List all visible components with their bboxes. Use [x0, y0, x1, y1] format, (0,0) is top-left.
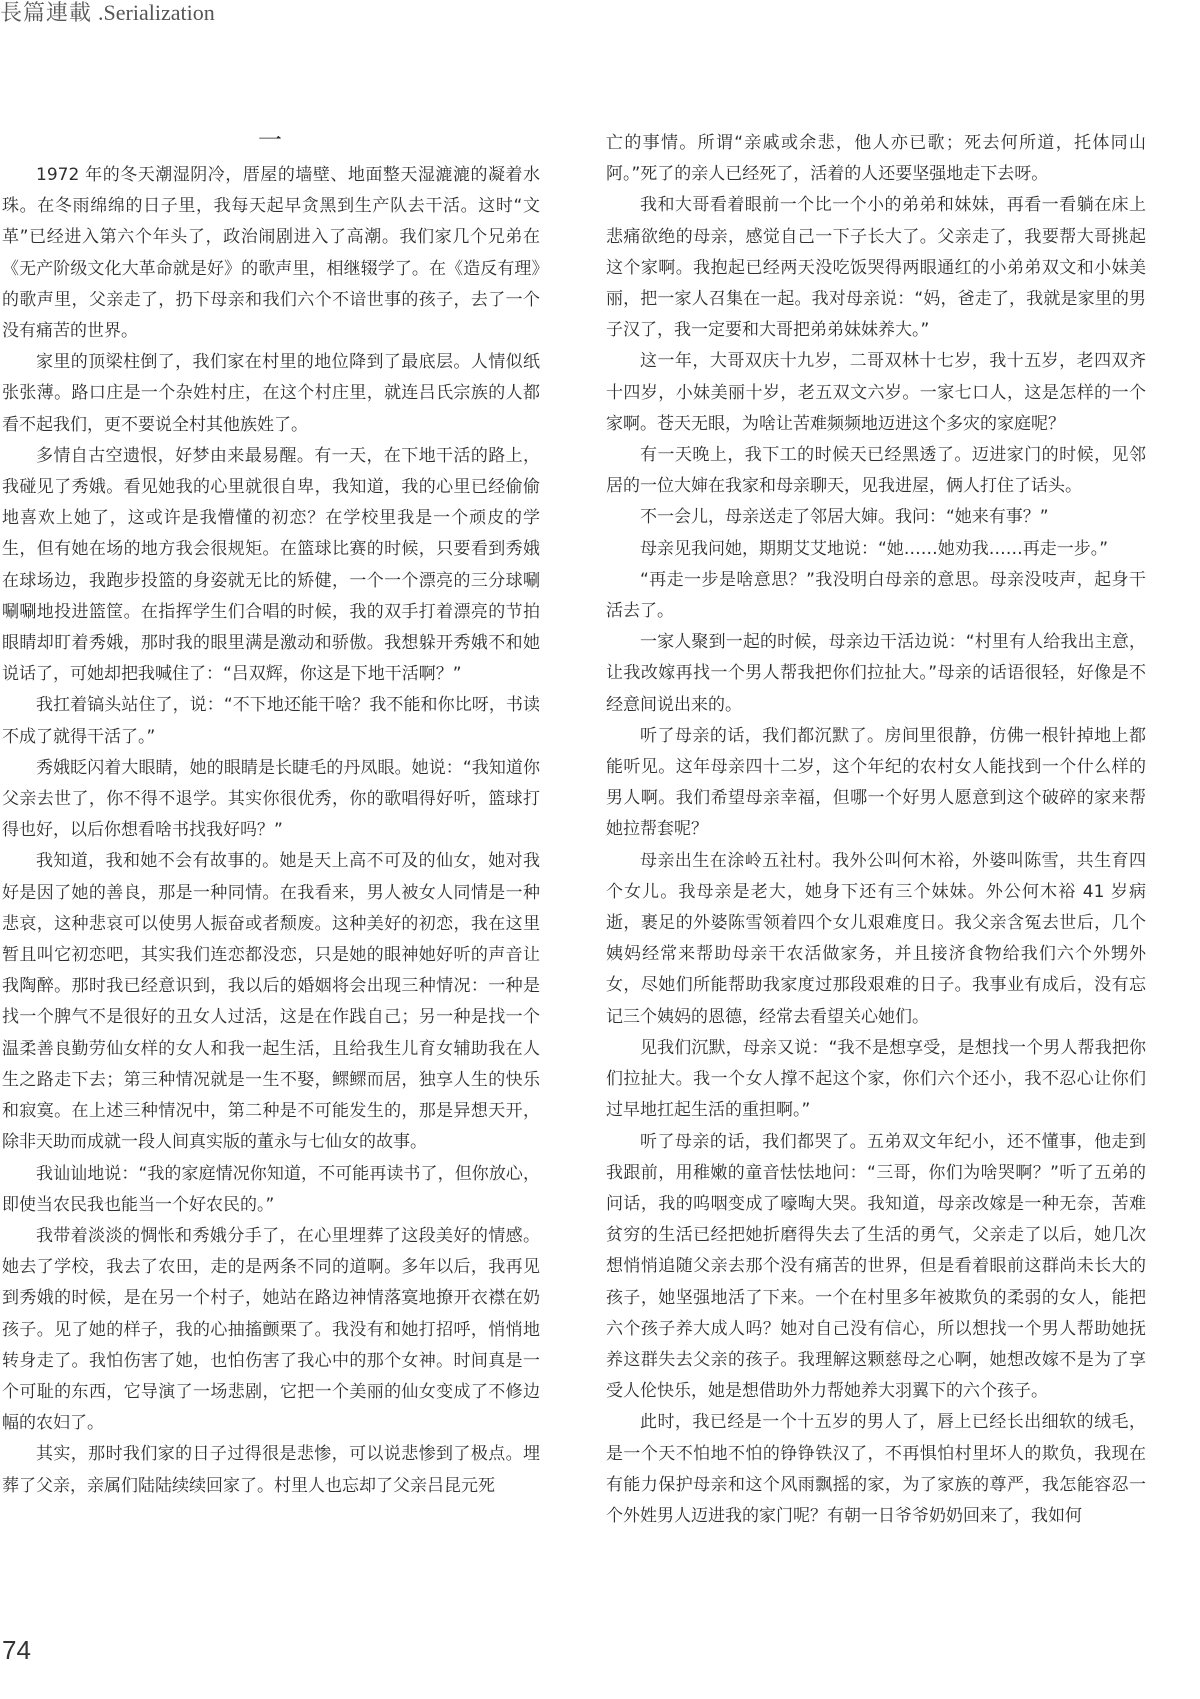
- paragraph-continued: 亡的事情。所谓“亲戚或余悲，他人亦已歌；死去何所道，托体同山阿。”死了的亲人已经死了，活着的人还要坚强地走下去呀。: [606, 133, 1146, 185]
- paragraph: 听了母亲的话，我们都沉默了。房间里很静，仿佛一根针掉地上都能听见。这年母亲四十二岁，这个年纪的农村女人能找到一个什么样的男人啊。我们希望母亲幸福，但哪一个好男人愿意到这个破碎的家来帮她拉帮套呢？: [606, 725, 1146, 840]
- page-number: 74: [2, 1635, 31, 1665]
- paragraph: 有一天晚上，我下工的时候天已经黑透了。迈进家门的时候，见邻居的一位大婶在我家和母亲聊天，见我进屋，俩人打住了话头。: [606, 445, 1146, 497]
- paragraph: 其实，那时我们家的日子过得很是悲惨，可以说悲惨到了极点。埋葬了父亲，亲属们陆陆续续回家了。村里人也忘却了父亲吕昆元死: [2, 1444, 540, 1496]
- paragraph: 母亲见我问她，期期艾艾地说：“她……她劝我……再走一步。”: [640, 538, 1109, 559]
- paragraph: 我讪讪地说：“我的家庭情况你知道，不可能再读书了，但你放心，即使当农民我也能当一个好农民的。”: [2, 1163, 540, 1215]
- paragraph: 我扛着镐头站住了，说：“不下地还能干啥？我不能和你比呀，书读不成了就得干活了。”: [2, 695, 540, 747]
- paragraph: 听了母亲的话，我们都哭了。五弟双文年纪小，还不懂事，他走到我跟前，用稚嫩的童音怯怯地问：“三哥，你们为啥哭啊？”听了五弟的问话，我的呜咽变成了嚎啕大哭。我知道，母亲改嫁是一种无奈，苦难贫穷的生活已经把她折磨得失去了生活的勇气，父亲走了以后，她几次想悄悄追随父亲去那个没有痛苦的世界，但是看着眼前这群尚未长大的孩子，她坚强地活了下来。一个在村里多年被欺负的柔弱的女人，能把六个孩子养大成人吗？她对自己没有信心，所以想找一个男人帮助她抚养这群失去父亲的孩子。我理解这颗慈母之心啊，她想改嫁不是为了享受人伦快乐，她是想借助外力帮她养大羽翼下的六个孩子。: [606, 1131, 1146, 1402]
- paragraph: 我和大哥看着眼前一个比一个小的弟弟和妹妹，再看一看躺在床上悲痛欲绝的母亲，感觉自己一下子长大了。父亲走了，我要帮大哥挑起这个家啊。我抱起已经两天没吃饭哭得两眼通红的小弟弟双文和小妹美丽，把一家人召集在一起。我对母亲说：“妈，爸走了，我就是家里的男子汉了，我一定要和大哥把弟弟妹妹养大。”: [606, 195, 1146, 341]
- section-number: 一: [258, 126, 282, 154]
- paragraph: 母亲出生在涂岭五社村。我外公叫何木裕，外婆叫陈雪，共生育四个女儿。我母亲是老大，她身下还有三个妹妹。外公何木裕 41 岁病逝，裹足的外婆陈雪领着四个女儿艰难度日。我父亲含冤去世后，几个姨妈经常来帮助母亲干农活做家务，并且接济食物给我们六个外甥外女，尽她们所能帮助我家度过那段艰难的日子。我事业有成后，没有忘记三个姨妈的恩德，经常去看望关心她们。: [606, 850, 1146, 1027]
- left-column: [2, 160, 540, 1502]
- running-header: [0, 0, 215, 27]
- paragraph: 多情自古空遗恨，好梦由来最易醒。有一天，在下地干活的路上，我碰见了秀娥。看见她我的心里就很自卑，我知道，我的心里已经偷偷地喜欢上她了，这或许是我懵懂的初恋？在学校里我是一个顽皮的学生，但有她在场的地方我会很规矩。在篮球比赛的时候，只要看到秀娥在球场边，我跑步投篮的身姿就无比的矫健，一个一个漂亮的三分球唰唰唰地投进篮筐。在指挥学生们合唱的时候，我的双手打着漂亮的节拍眼睛却盯着秀娥，那时我的眼里满是激动和骄傲。我想躲开秀娥不和她说话了，可她却把我喊住了：“吕双辉，你这是下地干活啊？”: [2, 445, 540, 685]
- paragraph: 我带着淡淡的惆怅和秀娥分手了，在心里埋葬了这段美好的情感。她去了学校，我去了农田，走的是两条不同的道啊。多年以后，我再见到秀娥的时候，是在另一个村子，她站在路边神情落寞地撩开衣襟在奶孩子。见了她的样子，我的心抽搐颤栗了。我没有和她打招呼，悄悄地转身走了。我怕伤害了她，也怕伤害了我心中的那个女神。时间真是一个可耻的东西，它导演了一场悲剧，它把一个美丽的仙女变成了不修边幅的农妇了。: [2, 1225, 540, 1434]
- paragraph: “再走一步是啥意思？”我没明白母亲的意思。母亲没吱声，起身干活去了。: [606, 569, 1146, 622]
- paragraph: 秀娥眨闪着大眼睛，她的眼睛是长睫毛的丹凤眼。她说：“我知道你父亲去世了，你不得不退学。其实你很优秀，你的歌唱得好听，篮球打得也好，以后你想看啥书找我好吗？”: [2, 757, 540, 841]
- paragraph: 家里的顶梁柱倒了，我们家在村里的地位降到了最底层。人情似纸张张薄。路口庄是一个杂姓村庄，在这个村庄里，就连吕氏宗族的人都看不起我们，更不要说全村其他族姓了。: [2, 352, 540, 435]
- header-title: 長篇連載: [0, 1, 93, 26]
- paragraph: 这一年，大哥双庆十九岁，二哥双林十七岁，我十五岁，老四双齐十四岁，小妹美丽十岁，老五双文六岁。一家七口人，这是怎样的一个家啊。苍天无眼，为啥让苦难频频地迈进这个多灾的家庭呢？: [606, 351, 1146, 434]
- paragraph: 我知道，我和她不会有故事的。她是天上高不可及的仙女，她对我好是因了她的善良，那是一种同情。在我看来，男人被女人同情是一种悲哀，这种悲哀可以使男人振奋或者颓废。这种美好的初恋，我在这里暂且叫它初恋吧，其实我们连恋都没恋，只是她的眼神她好听的声音让我陶醉。那时我已经意识到，我以后的婚姻将会出现三种情况：一种是找一个脾气不是很好的丑女人过活，这是在作践自己；另一种是找一个温柔善良勤劳仙女样的女人和我一起生活，且给我生儿育女辅助我在人生之路走下去；第三种情况就是一生不娶，鳏鳏而居，独享人生的快乐和寂寞。在上述三种情况中，第二种是不可能发生的，那是异想天开，除非天助而成就一段人间真实版的董永与七仙女的故事。: [2, 851, 540, 1153]
- right-column: [606, 128, 1146, 1532]
- paragraph: 此时，我已经是一个十五岁的男人了，唇上已经长出细软的绒毛，是一个天不怕地不怕的铮铮铁汉了，不再惧怕村里坏人的欺负，我现在有能力保护母亲和这个风雨飘摇的家，为了家族的尊严，我怎能容忍一个外姓男人迈进我的家门呢？有朝一日爷爷奶奶回来了，我如何: [606, 1412, 1146, 1526]
- paragraph: 1972 年的冬天潮湿阴冷，厝屋的墙壁、地面整天湿漉漉的凝着水珠。在冬雨绵绵的日子里，我每天起早贪黑到生产队去干活。这时“文革”已经进入第六个年头了，政治闹剧进入了高潮。我们家几个兄弟在《无产阶级文化大革命就是好》的歌声里，相继辍学了。在《造反有理》的歌声里，父亲走了，扔下母亲和我们六个不谙世事的孩子，去了一个没有痛苦的世界。: [2, 165, 540, 342]
- header-subtitle: .Serialization: [98, 0, 215, 25]
- paragraph: 见我们沉默，母亲又说：“我不是想享受，是想找一个男人帮我把你们拉扯大。我一个女人撑不起这个家，你们六个还小，我不忍心让你们过早地扛起生活的重担啊。”: [606, 1037, 1146, 1121]
- paragraph: 不一会儿，母亲送走了邻居大婶。我问：“她来有事？”: [640, 507, 1049, 528]
- paragraph: 一家人聚到一起的时候，母亲边干活边说：“村里有人给我出主意，让我改嫁再找一个男人帮我把你们拉扯大。”母亲的话语很轻，好像是不经意间说出来的。: [606, 632, 1146, 715]
